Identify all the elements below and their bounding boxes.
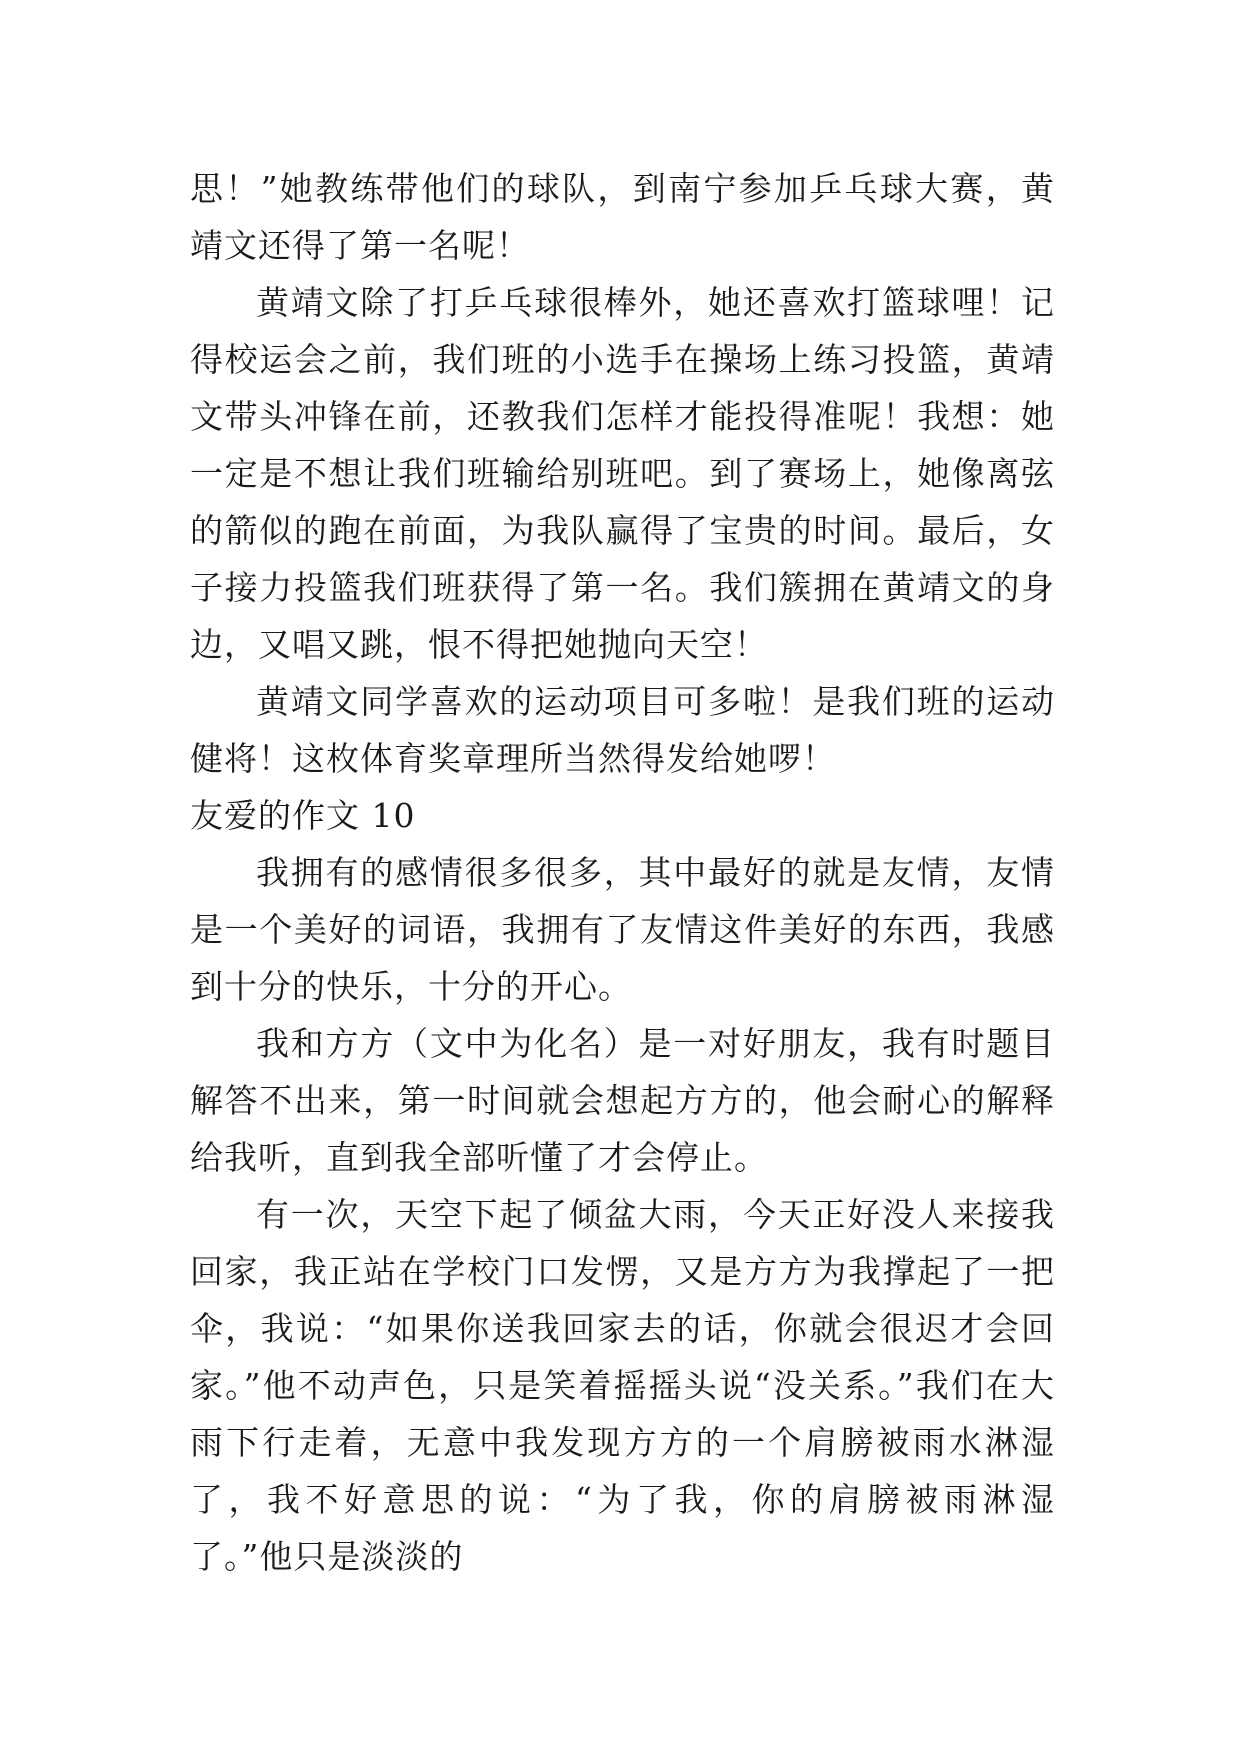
paragraph-fangfang: 我和方方（文中为化名）是一对好朋友，我有时题目解答不出来，第一时间就会想起方方的，他会耐心的解释给我听，直到我全部听懂了才会停止。 [190,1024,1055,1177]
paragraph-continued: 思！”她教练带他们的球队，到南宁参加乒乓球大赛，黄靖文还得了第一名呢！ [190,169,1055,265]
paragraph-sports-medal: 黄靖文同学喜欢的运动项目可多啦！是我们班的运动健将！这枚体育奖章理所当然得发给她啰！ [190,682,1055,778]
essay-heading: 友爱的作文 10 [190,796,416,835]
paragraph-rain-umbrella: 有一次，天空下起了倾盆大雨，今天正好没人来接我回家，我正站在学校门口发愣，又是方方为我撑起了一把伞，我说：“如果你送我回家去的话，你就会很迟才会回家。”他不动声色，只是笑着摇摇头说“没关系。”我们在大雨下行走着，无意中我发现方方的一个肩膀被雨水淋湿了，我不好意思的说：“为了我，你的肩膀被雨淋湿了。”他只是淡淡的 [190,1195,1055,1576]
paragraph-basketball: 黄靖文除了打乒乓球很棒外，她还喜欢打篮球哩！记得校运会之前，我们班的小选手在操场上练习投篮，黄靖文带头冲锋在前，还教我们怎样才能投得准呢！我想：她一定是不想让我们班输给别班吧。到了赛场上，她像离弦的箭似的跑在前面，为我队赢得了宝贵的时间。最后，女子接力投篮我们班获得了第一名。我们簇拥在黄靖文的身边，又唱又跳，恨不得把她抛向天空！ [190,283,1055,664]
document-body [190,160,1055,1585]
paragraph-friendship-intro: 我拥有的感情很多很多，其中最好的就是友情，友情是一个美好的词语，我拥有了友情这件美好的东西，我感到十分的快乐，十分的开心。 [190,853,1055,1006]
